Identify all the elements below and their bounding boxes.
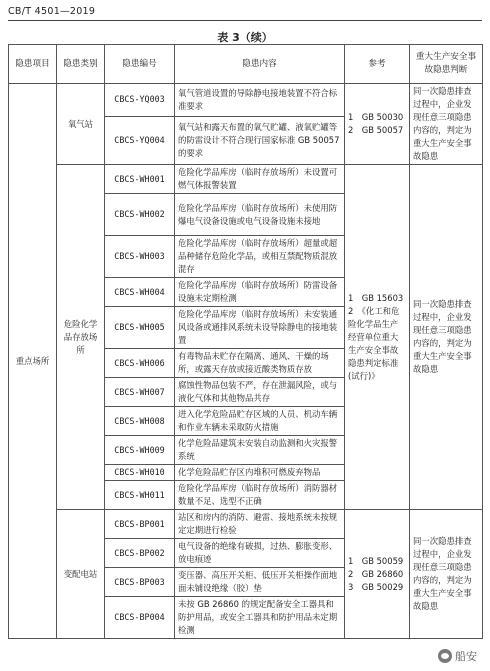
col-header-reference: 参考 — [345, 45, 410, 84]
code-cell: CBCS-WH007 — [105, 378, 175, 407]
reference-cell-hazchem — [345, 165, 410, 510]
content-cell: 腐蚀性物品包装不严，存在泄漏风险，或与液化气体和其他物品共存 — [175, 378, 345, 407]
code-cell: CBCS-WH010 — [105, 465, 175, 481]
watermark — [435, 647, 480, 665]
content-cell: 危险化学品库房（临时存放场所）消防器材数量不足、选型不正确 — [175, 481, 345, 510]
code-cell: CBCS-WH006 — [105, 349, 175, 378]
code-cell: CBCS-YQ004 — [105, 116, 175, 164]
code-cell: CBCS-WH004 — [105, 278, 175, 307]
judgement-cell-substation: 同一次隐患排查过程中，企业发现任意三项隐患内容的，判定为重大生产安全事故隐患 — [410, 510, 483, 639]
col-header-content: 隐患内容 — [175, 45, 345, 84]
project-cell: 重点场所 — [9, 84, 57, 639]
content-cell: 危险化学品库房（临时存放场所）超量或超品种储存危险化学品，或相互禁配物质混放混存 — [175, 236, 345, 278]
col-header-judgement: 重大生产安全事故隐患判断 — [410, 45, 483, 84]
content-cell: 变压器、高压开关柜、低压开关柜操作面地面未铺设绝缘（胶）垫 — [175, 568, 345, 597]
category-cell-substation: 变配电站 — [57, 510, 105, 639]
category-cell-hazchem: 危险化学品存放场所 — [57, 165, 105, 510]
reference-item: 1 GB 50030 — [348, 112, 404, 122]
content-cell: 站区和房内的消防、避雷、接地系统未按规定定期进行检验 — [175, 510, 345, 539]
reference-item: 1 GB 50059 — [348, 555, 404, 566]
reference-item: 3 GB 50029 — [348, 581, 404, 592]
content-cell: 危险化学品库房（临时存放场所）未安装通风设备或通排风系统未设导除静电的接地装置 — [175, 307, 345, 349]
table-row — [9, 165, 483, 194]
watermark-text: 船安 — [455, 650, 477, 663]
judgement-cell-oxygen: 同一次隐患排查过程中，企业发现任意三项隐患内容的，判定为重大生产安全事故隐患 — [410, 84, 483, 165]
header-rule — [8, 20, 482, 21]
category-cell-oxygen: 氧气站 — [57, 84, 105, 165]
standard-number: CB/T 4501—2019 — [8, 6, 96, 17]
table-row — [9, 84, 483, 117]
table-row — [9, 510, 483, 539]
content-cell: 氧气站和露天布置的氧气贮罐、液氧贮罐等的防雷设计不符合现行国家标准 GB 50057的要求 — [175, 116, 345, 164]
reference-item: 2 GB 50057 — [348, 125, 404, 135]
reference-item: 2 《化工和危险化学品生产经营单位重大生产安全事故隐患判定标准(试行)》 — [348, 305, 400, 381]
code-cell: CBCS-WH002 — [105, 194, 175, 236]
col-header-project: 隐患项目 — [9, 45, 57, 84]
content-cell: 化学危险品建筑未安装自动监测和火灾报警系统 — [175, 436, 345, 465]
code-cell: CBCS-BP003 — [105, 568, 175, 597]
code-cell: CBCS-BP002 — [105, 539, 175, 568]
table-title: 表 3（续） — [217, 31, 273, 44]
code-cell: CBCS-BP001 — [105, 510, 175, 539]
wechat-icon — [438, 649, 452, 663]
col-header-code: 隐患编号 — [105, 45, 175, 84]
hazard-table — [8, 44, 483, 639]
content-cell: 进入化学危险品贮存区域的人员、机动车辆和作业车辆未采取防火措施 — [175, 407, 345, 436]
code-cell: CBCS-WH005 — [105, 307, 175, 349]
code-cell: CBCS-WH003 — [105, 236, 175, 278]
reference-item: 1 GB 15603 — [348, 292, 404, 303]
reference-cell-oxygen — [345, 84, 410, 165]
code-cell: CBCS-BP004 — [105, 597, 175, 639]
code-cell: CBCS-WH008 — [105, 407, 175, 436]
content-cell: 危险化学品库房（临时存放场所）防雷设备设施未定期检测 — [175, 278, 345, 307]
content-cell: 危险化学品库房（临时存放场所）未设置可燃气体报警装置 — [175, 165, 345, 194]
content-cell: 未按 GB 26860 的规定配备安全工器具和防护用品，或安全工器具和防护用品未定期检测 — [175, 597, 345, 639]
reference-item: 2 GB 26860 — [348, 568, 404, 579]
code-cell: CBCS-YQ003 — [105, 84, 175, 117]
content-cell: 化学危险品贮存区内堆积可燃废弃物品 — [175, 465, 345, 481]
content-cell: 有毒物品未贮存在隔离、通风、干燥的场所，或露天存放或接近酸类物质存放 — [175, 349, 345, 378]
judgement-cell-hazchem: 同一次隐患排查过程中，企业发现任意三项隐患内容的，判定为重大生产安全事故隐患 — [410, 165, 483, 510]
content-cell: 危险化学品库房（临时存放场所）未使用防爆电气设备设施或电气设备设施未接地 — [175, 194, 345, 236]
reference-cell-substation — [345, 510, 410, 639]
code-cell: CBCS-WH011 — [105, 481, 175, 510]
content-cell: 氧气管道设置的导除静电接地装置不符合标准要求 — [175, 84, 345, 117]
table-header-row — [9, 45, 483, 84]
code-cell: CBCS-WH009 — [105, 436, 175, 465]
code-cell: CBCS-WH001 — [105, 165, 175, 194]
content-cell: 电气设备的绝缘有破损，过热、膨胀变形、放电痕迹 — [175, 539, 345, 568]
col-header-category: 隐患类别 — [57, 45, 105, 84]
